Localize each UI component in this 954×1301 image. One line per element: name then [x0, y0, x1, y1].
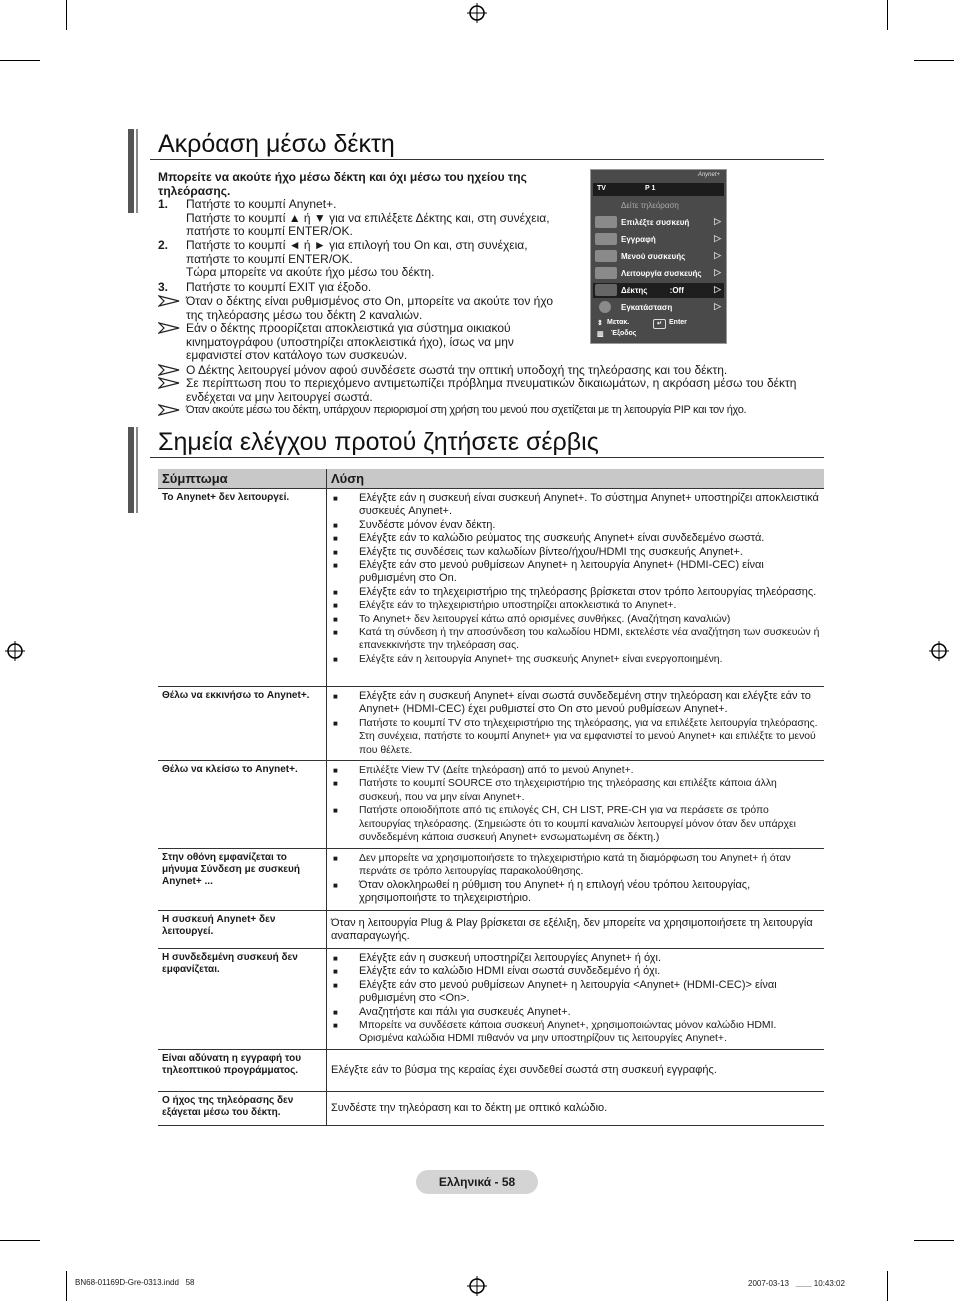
symptom-cell: Η συνδεδεμένη συσκευή δεν εμφανίζεται. — [158, 949, 327, 1050]
section-bar — [128, 427, 134, 513]
crop-mark — [914, 1240, 954, 1241]
step-line: Πατήστε το κουμπί ▲ ή ▼ για να επιλέξετε Δέκτης και, στη συνέχεια, — [186, 210, 550, 225]
step-line: πατήστε το κουμπί ENTER/OK. — [186, 224, 353, 239]
chevron-right-icon: ▷ — [714, 216, 721, 226]
step-number: 2. — [158, 238, 169, 252]
crop-mark — [66, 1271, 67, 1301]
note-line: εμφανιστεί στον κατάλογο των συσκευών. — [186, 348, 408, 363]
menu-item-setup[interactable]: Εγκατάσταση ▷ — [593, 300, 724, 315]
registration-mark-icon — [929, 641, 949, 661]
crop-mark — [914, 60, 954, 61]
device-menu-icon — [595, 250, 617, 262]
menu-item-receiver[interactable]: Δέκτης :Off ▷ — [593, 283, 724, 298]
note-arrow-icon — [158, 404, 180, 416]
crop-mark — [66, 0, 67, 30]
note-arrow-icon — [158, 377, 180, 389]
symptom-cell: Ο ήχος της τηλεόρασης δεν εξάγεται μέσω του δέκτη. — [158, 1092, 327, 1126]
step-2 — [158, 239, 578, 281]
intro-text: Μπορείτε να ακούτε ήχο μέσω δέκτη και όχι μέσω του ηχείου της τηλεόρασης. — [158, 170, 527, 198]
solution-bullet: ■ Πατήστε το κουμπί SOURCE στο τηλεχειριστήριο της τηλεόρασης και επιλέξτε κάποια άλλη συσκευή, που να μην είναι Anynet+. — [331, 777, 820, 804]
note-line: Όταν ακούτε μέσω του δέκτη, υπάρχουν περιορισμοί στη χρήση του μενού που σχετίζεται με τη λειτουργία PIP και τον ήχο. — [186, 404, 747, 416]
solution-cell — [327, 849, 825, 911]
solution-bullet: ■ Ελέγξτε εάν η λειτουργία Anynet+ της συσκευής Anynet+ είναι ενεργοποιημένη. — [331, 653, 820, 666]
table-row — [158, 687, 824, 761]
chevron-right-icon: ▷ — [714, 267, 721, 277]
section-bar — [136, 129, 138, 213]
menu-item-watch-tv[interactable]: Δείτε τηλεόραση — [621, 201, 679, 210]
solution-text: Ελέγξτε εάν το βύσμα της κεραίας έχει συνδεθεί σωστά στη συσκευή εγγραφής. — [327, 1050, 825, 1092]
menu-header — [593, 183, 724, 196]
section-rule — [150, 159, 824, 160]
solution-bullet: ■ Το Anynet+ δεν λειτουργεί κάτω από ορισμένες συνθήκες. (Αναζήτηση καναλιών) — [331, 613, 820, 626]
registration-mark-icon — [467, 3, 487, 23]
registration-mark-icon — [5, 641, 25, 661]
solution-bullet: ■ Πατήστε το κουμπί TV στο τηλεχειριστήριο της τηλεόρασης, για να επιλέξετε λειτουργία τηλεόρασης. Στη συνέχεια, πατήστε το κουμπί Anynet+ για να εμφανιστεί το μενού Anynet+ και επιλέξτε το μενού που θέλετε. — [331, 717, 820, 757]
note-line: της τηλεόρασης μέσω του δέκτη 2 καναλιών. — [186, 307, 423, 322]
enter-icon: ↵ — [653, 319, 666, 329]
menu-item-device-menu[interactable]: Μενού συσκευής ▷ — [593, 249, 724, 264]
section-rule — [150, 457, 824, 458]
solution-bullet: ■ Ελέγξτε εάν το καλώδιο HDMI είναι σωστά συνδεδεμένο ή όχι. — [331, 965, 820, 978]
table-row — [158, 949, 824, 1050]
column-header-symptom: Σύμπτωμα — [158, 469, 327, 489]
section-bar — [128, 129, 134, 213]
menu-footer-exit: Έξοδος — [611, 330, 637, 337]
solution-text: Συνδέστε την τηλεόραση και το δέκτη με οπτικό καλώδιο. — [327, 1092, 825, 1126]
note-arrow-icon — [158, 295, 180, 307]
table-row — [158, 1092, 824, 1126]
note-arrow-icon — [158, 322, 180, 334]
menu-item-select-device[interactable]: Επιλέξτε συσκευή ▷ — [593, 215, 724, 230]
gear-icon — [599, 301, 611, 313]
table-row — [158, 849, 824, 911]
solution-bullet: ■ Όταν ολοκληρωθεί η ρύθμιση του Anynet+ ή η επιλογή νέου τρόπου λειτουργίας, χρησιμοποιήστε το τηλεχειριστήριο. — [331, 879, 820, 906]
move-icon: ⇕ — [597, 320, 603, 327]
menu-header-program: P 1 — [645, 185, 656, 192]
solution-bullet: ■ Ελέγξτε εάν στο μενού ρυθμίσεων Anynet+ η λειτουργία Anynet+ (HDMI-CEC) είναι ρυθμισμένη στο On. — [331, 559, 820, 586]
step-line: Πατήστε το κουμπί EXIT για έξοδο. — [186, 280, 372, 294]
table-row — [158, 489, 824, 687]
menu-footer-enter: Enter — [669, 319, 687, 326]
crop-mark — [887, 0, 888, 30]
note-line: Σε περίπτωση που το περιεχόμενο αντιμετωπίζει πρόβλημα πνευματικών δικαιωμάτων, η ακρόαση μέσω του δέκτη — [186, 376, 797, 390]
symptom-cell: Είναι αδύνατη η εγγραφή του τηλεοπτικού προγράμματος. — [158, 1050, 327, 1092]
step-line: πατήστε το κουμπί ENTER/OK. — [186, 251, 353, 266]
step-number: 1. — [158, 197, 169, 211]
note-line: Όταν ο δέκτης είναι ρυθμισμένος στο On, μπορείτε να ακούτε τον ήχο — [186, 294, 554, 308]
symptom-cell: Θέλω να εκκινήσω το Anynet+. — [158, 687, 327, 761]
solution-bullet: ■ Κατά τη σύνδεση ή την αποσύνδεση του καλωδίου HDMI, εκτελέστε νέα αναζήτηση των συσκευών ή επανεκκινήστε την τηλεόραση σας. — [331, 626, 820, 653]
crop-mark — [887, 1271, 888, 1301]
footer-file: BN68-01169D-Gre-0313.indd 58 — [75, 1278, 195, 1287]
section-title: Ακρόαση μέσω δέκτη — [158, 130, 395, 158]
symptom-cell: Η συσκευή Anynet+ δεν λειτουργεί. — [158, 911, 327, 949]
chevron-right-icon: ▷ — [714, 250, 721, 260]
anynet-menu-screenshot — [590, 169, 727, 344]
solution-cell — [327, 949, 825, 1050]
solution-bullet: ■ Ελέγξτε εάν η συσκευή είναι συσκευή Anynet+. Το σύστημα Anynet+ υποστηρίζει αποκλειστικά συσκευές Anynet+. — [331, 492, 820, 519]
solution-bullet: ■ Πατήστε οποιοδήποτε από τις επιλογές CH, CH LIST, PRE-CH για να περάσετε σε τρόπο λειτουργίας τηλεόρασης. (Σημειώστε ότι το κουμπί καναλιών λειτουργεί μόνον όταν δεν υπάρχει συνδεδεμένη κάποια συσκευή Anynet+ ενσωματωμένη σε δέκτη.) — [331, 804, 820, 844]
page-number-badge: Ελληνικά - 58 — [416, 1170, 538, 1194]
section-bar — [136, 427, 138, 513]
anynet-logo: Anynet+ — [697, 172, 720, 178]
solution-bullet: ■ Αναζητήστε και πάλι για συσκευές Anynet+. — [331, 1006, 820, 1019]
symptom-cell: Το Anynet+ δεν λειτουργεί. — [158, 489, 327, 687]
solution-bullet: ■ Συνδέστε μόνον έναν δέκτη. — [331, 519, 820, 532]
troubleshooting-table — [158, 469, 824, 1126]
step-number: 3. — [158, 280, 169, 294]
note-line: Ο Δέκτης λειτουργεί μόνον αφού συνδέσετε σωστά την οπτική υποδοχή της τηλεόρασης και του δέκτη. — [186, 363, 728, 377]
note-arrow-icon — [158, 364, 180, 376]
solution-bullet: ■ Δεν μπορείτε να χρησιμοποιήσετε το τηλεχειριστήριο κατά τη διαμόρφωση του Anynet+ ή όταν περνάτε σε τρόπο λειτουργίας παρακολούθησης. — [331, 852, 820, 879]
footer-date: 2007-03-13 ＿＿ 10:43:02 — [748, 1279, 845, 1288]
chevron-right-icon: ▷ — [714, 301, 721, 311]
device-operation-icon — [595, 267, 617, 279]
column-header-solution: Λύση — [327, 469, 825, 489]
solution-cell — [327, 761, 825, 849]
menu-item-record[interactable]: Εγγραφή ▷ — [593, 232, 724, 247]
step-1 — [158, 198, 578, 240]
solution-bullet: ■ Ελέγξτε εάν το τηλεχειριστήριο υποστηρίζει αποκλειστικά το Anynet+. — [331, 599, 820, 612]
symptom-cell: Στην οθόνη εμφανίζεται το μήνυμα Σύνδεση με συσκευή Anynet+ ... — [158, 849, 327, 911]
table-header-row — [158, 469, 824, 489]
menu-footer — [593, 318, 724, 341]
crop-mark — [0, 1240, 40, 1241]
table-row — [158, 1050, 824, 1092]
section-title: Σημεία ελέγχου προτού ζητήσετε σέρβις — [158, 428, 599, 456]
record-icon — [595, 233, 617, 245]
solution-bullet: ■ Ελέγξτε εάν η συσκευή υποστηρίζει λειτουργίες Anynet+ ή όχι. — [331, 952, 820, 965]
solution-bullet: ■ Ελέγξτε εάν η συσκευή Anynet+ είναι σωστά συνδεδεμένη στην τηλεόραση και ελέγξτε εάν το Anynet+ (HDMI-CEC) έχει ρυθμιστεί στο On στο μενού ρυθμίσεων Anynet+. — [331, 690, 820, 717]
menu-item-device-operation[interactable]: Λειτουργία συσκευής ▷ — [593, 266, 724, 281]
solution-bullet: ■ Ελέγξτε εάν το καλώδιο ρεύματος της συσκευής Anynet+ είναι συνδεδεμένο σωστά. — [331, 532, 820, 545]
solution-bullet: ■ Μπορείτε να συνδέσετε κάποια συσκευή Anynet+, χρησιμοποιώντας μόνον καλώδιο HDMI. Ορισμένα καλώδια HDMI πιθανόν να μην υποστηρίζουν τις λειτουργίες Anynet+. — [331, 1019, 820, 1046]
note — [158, 295, 578, 323]
chevron-right-icon: ▷ — [714, 233, 721, 243]
solution-bullet: ■ Επιλέξτε View TV (Δείτε τηλεόραση) από το μενού Anynet+. — [331, 764, 820, 777]
note-line: Εάν ο δέκτης προορίζεται αποκλειστικά για σύστημα οικιακού — [186, 321, 511, 335]
solution-bullet: ■ Ελέγξτε τις συνδέσεις των καλωδίων βίντεο/ήχου/HDMI της συσκευής Anynet+. — [331, 546, 820, 559]
step-line: Πατήστε το κουμπί Anynet+. — [186, 197, 337, 211]
symptom-cell: Θέλω να κλείσω το Anynet+. — [158, 761, 327, 849]
note-line: κινηματογράφου (υποστηρίζει αποκλειστικά ήχο), ίσως να μην — [186, 334, 514, 349]
menu-header-source: TV — [597, 185, 606, 192]
table-row — [158, 911, 824, 949]
receiver-icon — [595, 284, 617, 296]
solution-cell — [327, 489, 825, 687]
menu-footer-move: Μετακ. — [607, 319, 630, 326]
step-3 — [158, 281, 578, 295]
note — [158, 377, 824, 405]
note-line: ενδέχεται να μην λειτουργεί σωστά. — [186, 389, 373, 404]
step-line: Τώρα μπορείτε να ακούτε ήχο μέσω του δέκτη. — [186, 265, 435, 280]
solution-text: Όταν η λειτουργία Plug & Play βρίσκεται σε εξέλιξη, δεν μπορείτε να χρησιμοποιήσετε τη λειτουργία αναπαραγωγής. — [327, 911, 825, 949]
exit-icon: ▥ — [597, 331, 604, 338]
step-line: Πατήστε το κουμπί ◄ ή ► για επιλογή του On και, στη συνέχεια, — [186, 238, 528, 252]
solution-bullet: ■ Ελέγξτε εάν το τηλεχειριστήριο της τηλεόρασης βρίσκεται στον τρόπο λειτουργίας τηλεόρασης. — [331, 586, 820, 599]
device-icon — [595, 216, 617, 228]
table-row — [158, 761, 824, 849]
registration-mark-icon — [467, 1276, 487, 1296]
note — [158, 404, 824, 418]
crop-mark — [0, 60, 40, 61]
chevron-right-icon: ▷ — [714, 284, 721, 294]
solution-cell — [327, 687, 825, 761]
note — [158, 322, 578, 364]
solution-bullet: ■ Ελέγξτε εάν στο μενού ρυθμίσεων Anynet+ η λειτουργία <Anynet+ (HDMI-CEC)> είναι ρυθμισμένη στο <On>. — [331, 979, 820, 1006]
